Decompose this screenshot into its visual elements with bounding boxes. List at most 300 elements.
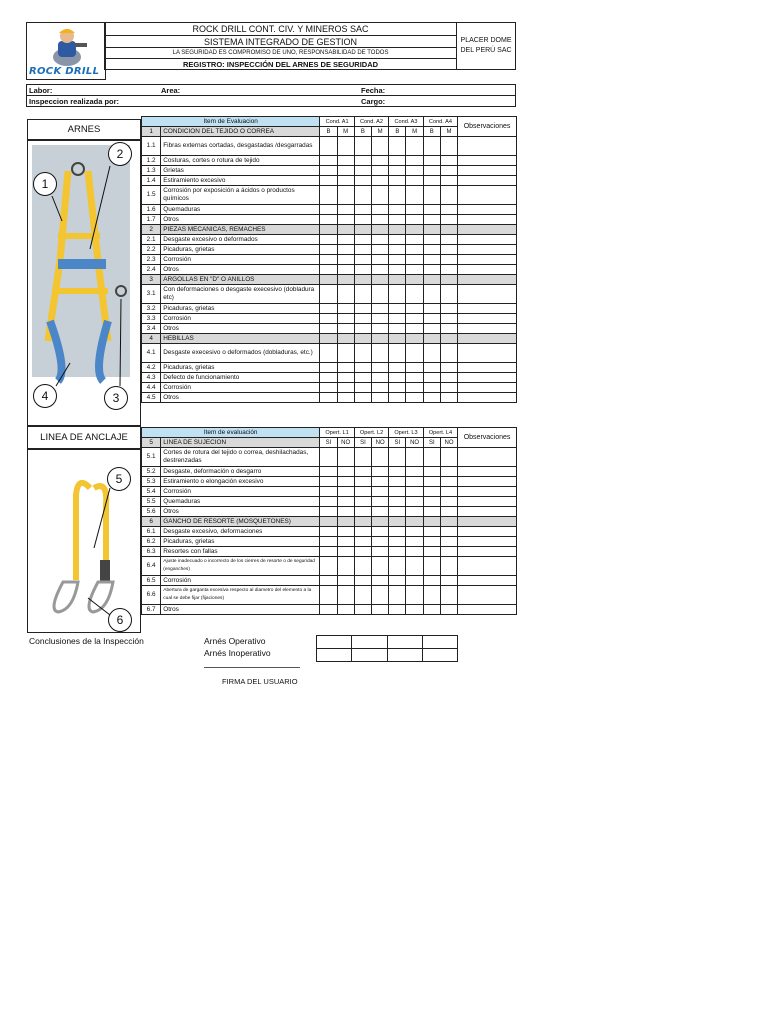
check-cell[interactable] xyxy=(354,547,371,557)
check-cell[interactable] xyxy=(440,487,457,497)
check-cell[interactable] xyxy=(337,383,354,393)
check-cell[interactable] xyxy=(406,215,423,225)
check-cell[interactable] xyxy=(406,373,423,383)
check-cell[interactable] xyxy=(337,507,354,517)
check-cell[interactable] xyxy=(320,527,337,537)
check-cell[interactable] xyxy=(440,265,457,275)
check-cell[interactable] xyxy=(372,344,389,363)
check-cell[interactable] xyxy=(406,537,423,547)
check-cell[interactable] xyxy=(337,487,354,497)
operativo-a1-box[interactable] xyxy=(317,636,352,649)
check-cell[interactable] xyxy=(440,314,457,324)
inoperativo-a1-box[interactable] xyxy=(317,649,352,662)
check-cell[interactable] xyxy=(337,215,354,225)
operativo-a4-box[interactable] xyxy=(422,636,457,649)
operativo-a2-box[interactable] xyxy=(352,636,387,649)
check-cell[interactable] xyxy=(372,605,389,615)
observation-cell[interactable] xyxy=(458,605,517,615)
check-cell[interactable] xyxy=(389,547,406,557)
observation-cell[interactable] xyxy=(458,285,517,304)
check-cell[interactable] xyxy=(440,363,457,373)
check-cell[interactable] xyxy=(406,205,423,215)
check-cell[interactable] xyxy=(337,537,354,547)
check-cell[interactable] xyxy=(372,245,389,255)
check-cell[interactable] xyxy=(320,497,337,507)
inoperativo-a4-box[interactable] xyxy=(422,649,457,662)
check-cell[interactable] xyxy=(354,205,371,215)
check-cell[interactable] xyxy=(406,605,423,615)
check-cell[interactable] xyxy=(406,176,423,186)
check-cell[interactable] xyxy=(423,255,440,265)
check-cell[interactable] xyxy=(423,304,440,314)
check-cell[interactable] xyxy=(389,344,406,363)
check-cell[interactable] xyxy=(440,557,457,576)
check-cell[interactable] xyxy=(354,576,371,586)
check-cell[interactable] xyxy=(354,137,371,156)
check-cell[interactable] xyxy=(406,576,423,586)
check-cell[interactable] xyxy=(423,245,440,255)
check-cell[interactable] xyxy=(389,314,406,324)
check-cell[interactable] xyxy=(354,586,371,605)
observation-cell[interactable] xyxy=(458,363,517,373)
check-cell[interactable] xyxy=(372,137,389,156)
check-cell[interactable] xyxy=(406,265,423,275)
check-cell[interactable] xyxy=(406,467,423,477)
check-cell[interactable] xyxy=(337,605,354,615)
check-cell[interactable] xyxy=(320,265,337,275)
check-cell[interactable] xyxy=(337,245,354,255)
check-cell[interactable] xyxy=(372,477,389,487)
observation-cell[interactable] xyxy=(458,245,517,255)
check-cell[interactable] xyxy=(406,507,423,517)
check-cell[interactable] xyxy=(372,557,389,576)
check-cell[interactable] xyxy=(337,314,354,324)
check-cell[interactable] xyxy=(337,304,354,314)
check-cell[interactable] xyxy=(423,383,440,393)
check-cell[interactable] xyxy=(337,166,354,176)
check-cell[interactable] xyxy=(406,304,423,314)
observation-cell[interactable] xyxy=(458,186,517,205)
check-cell[interactable] xyxy=(372,176,389,186)
check-cell[interactable] xyxy=(423,186,440,205)
check-cell[interactable] xyxy=(389,285,406,304)
observation-cell[interactable] xyxy=(458,383,517,393)
check-cell[interactable] xyxy=(320,215,337,225)
check-cell[interactable] xyxy=(406,245,423,255)
check-cell[interactable] xyxy=(337,265,354,275)
check-cell[interactable] xyxy=(320,285,337,304)
check-cell[interactable] xyxy=(320,137,337,156)
check-cell[interactable] xyxy=(423,176,440,186)
check-cell[interactable] xyxy=(423,393,440,403)
observation-cell[interactable] xyxy=(458,497,517,507)
check-cell[interactable] xyxy=(372,304,389,314)
observation-cell[interactable] xyxy=(458,576,517,586)
check-cell[interactable] xyxy=(354,487,371,497)
check-cell[interactable] xyxy=(389,373,406,383)
check-cell[interactable] xyxy=(389,497,406,507)
check-cell[interactable] xyxy=(320,186,337,205)
check-cell[interactable] xyxy=(406,557,423,576)
check-cell[interactable] xyxy=(440,393,457,403)
check-cell[interactable] xyxy=(389,255,406,265)
inoperativo-a2-box[interactable] xyxy=(352,649,387,662)
observation-cell[interactable] xyxy=(458,448,517,467)
observation-cell[interactable] xyxy=(458,373,517,383)
check-cell[interactable] xyxy=(337,576,354,586)
check-cell[interactable] xyxy=(354,166,371,176)
check-cell[interactable] xyxy=(354,265,371,275)
check-cell[interactable] xyxy=(337,344,354,363)
observation-cell[interactable] xyxy=(458,314,517,324)
check-cell[interactable] xyxy=(389,605,406,615)
check-cell[interactable] xyxy=(423,137,440,156)
check-cell[interactable] xyxy=(440,156,457,166)
check-cell[interactable] xyxy=(389,467,406,477)
check-cell[interactable] xyxy=(337,137,354,156)
observation-cell[interactable] xyxy=(458,507,517,517)
check-cell[interactable] xyxy=(406,393,423,403)
check-cell[interactable] xyxy=(406,285,423,304)
check-cell[interactable] xyxy=(354,467,371,477)
check-cell[interactable] xyxy=(320,255,337,265)
check-cell[interactable] xyxy=(423,166,440,176)
check-cell[interactable] xyxy=(320,393,337,403)
check-cell[interactable] xyxy=(337,527,354,537)
check-cell[interactable] xyxy=(337,448,354,467)
check-cell[interactable] xyxy=(423,497,440,507)
check-cell[interactable] xyxy=(354,304,371,314)
check-cell[interactable] xyxy=(423,156,440,166)
check-cell[interactable] xyxy=(320,235,337,245)
check-cell[interactable] xyxy=(354,363,371,373)
check-cell[interactable] xyxy=(406,487,423,497)
check-cell[interactable] xyxy=(337,586,354,605)
check-cell[interactable] xyxy=(389,215,406,225)
check-cell[interactable] xyxy=(406,448,423,467)
check-cell[interactable] xyxy=(423,373,440,383)
check-cell[interactable] xyxy=(320,373,337,383)
check-cell[interactable] xyxy=(406,255,423,265)
check-cell[interactable] xyxy=(423,507,440,517)
check-cell[interactable] xyxy=(354,285,371,304)
check-cell[interactable] xyxy=(372,383,389,393)
check-cell[interactable] xyxy=(406,497,423,507)
check-cell[interactable] xyxy=(440,448,457,467)
check-cell[interactable] xyxy=(372,186,389,205)
observation-cell[interactable] xyxy=(458,467,517,477)
check-cell[interactable] xyxy=(337,547,354,557)
check-cell[interactable] xyxy=(372,586,389,605)
check-cell[interactable] xyxy=(320,477,337,487)
check-cell[interactable] xyxy=(389,324,406,334)
check-cell[interactable] xyxy=(372,285,389,304)
check-cell[interactable] xyxy=(440,507,457,517)
inoperativo-a3-box[interactable] xyxy=(387,649,422,662)
check-cell[interactable] xyxy=(354,255,371,265)
check-cell[interactable] xyxy=(320,176,337,186)
check-cell[interactable] xyxy=(320,363,337,373)
check-cell[interactable] xyxy=(337,557,354,576)
check-cell[interactable] xyxy=(389,393,406,403)
check-cell[interactable] xyxy=(423,285,440,304)
check-cell[interactable] xyxy=(372,576,389,586)
check-cell[interactable] xyxy=(423,527,440,537)
check-cell[interactable] xyxy=(440,235,457,245)
check-cell[interactable] xyxy=(440,285,457,304)
check-cell[interactable] xyxy=(372,527,389,537)
observation-cell[interactable] xyxy=(458,393,517,403)
check-cell[interactable] xyxy=(406,156,423,166)
check-cell[interactable] xyxy=(320,557,337,576)
check-cell[interactable] xyxy=(354,383,371,393)
check-cell[interactable] xyxy=(372,235,389,245)
check-cell[interactable] xyxy=(372,448,389,467)
observation-cell[interactable] xyxy=(458,527,517,537)
check-cell[interactable] xyxy=(406,166,423,176)
check-cell[interactable] xyxy=(320,166,337,176)
observation-cell[interactable] xyxy=(458,137,517,156)
check-cell[interactable] xyxy=(440,304,457,314)
check-cell[interactable] xyxy=(440,186,457,205)
check-cell[interactable] xyxy=(372,265,389,275)
check-cell[interactable] xyxy=(423,314,440,324)
check-cell[interactable] xyxy=(354,448,371,467)
observation-cell[interactable] xyxy=(458,166,517,176)
check-cell[interactable] xyxy=(389,477,406,487)
observation-cell[interactable] xyxy=(458,487,517,497)
check-cell[interactable] xyxy=(423,215,440,225)
observation-cell[interactable] xyxy=(458,537,517,547)
check-cell[interactable] xyxy=(372,373,389,383)
check-cell[interactable] xyxy=(372,547,389,557)
check-cell[interactable] xyxy=(354,557,371,576)
check-cell[interactable] xyxy=(440,166,457,176)
check-cell[interactable] xyxy=(440,537,457,547)
check-cell[interactable] xyxy=(389,245,406,255)
check-cell[interactable] xyxy=(354,156,371,166)
check-cell[interactable] xyxy=(354,477,371,487)
check-cell[interactable] xyxy=(423,605,440,615)
check-cell[interactable] xyxy=(320,344,337,363)
check-cell[interactable] xyxy=(320,304,337,314)
check-cell[interactable] xyxy=(372,363,389,373)
check-cell[interactable] xyxy=(354,393,371,403)
check-cell[interactable] xyxy=(440,373,457,383)
observation-cell[interactable] xyxy=(458,547,517,557)
check-cell[interactable] xyxy=(372,205,389,215)
check-cell[interactable] xyxy=(337,186,354,205)
check-cell[interactable] xyxy=(406,235,423,245)
check-cell[interactable] xyxy=(440,547,457,557)
check-cell[interactable] xyxy=(440,576,457,586)
check-cell[interactable] xyxy=(354,527,371,537)
observation-cell[interactable] xyxy=(458,324,517,334)
check-cell[interactable] xyxy=(423,265,440,275)
check-cell[interactable] xyxy=(423,235,440,245)
check-cell[interactable] xyxy=(337,363,354,373)
check-cell[interactable] xyxy=(389,576,406,586)
check-cell[interactable] xyxy=(440,324,457,334)
check-cell[interactable] xyxy=(354,344,371,363)
check-cell[interactable] xyxy=(440,344,457,363)
observation-cell[interactable] xyxy=(458,205,517,215)
check-cell[interactable] xyxy=(320,487,337,497)
check-cell[interactable] xyxy=(389,265,406,275)
check-cell[interactable] xyxy=(406,363,423,373)
check-cell[interactable] xyxy=(423,344,440,363)
check-cell[interactable] xyxy=(320,537,337,547)
observation-cell[interactable] xyxy=(458,176,517,186)
check-cell[interactable] xyxy=(389,137,406,156)
check-cell[interactable] xyxy=(440,527,457,537)
check-cell[interactable] xyxy=(354,215,371,225)
check-cell[interactable] xyxy=(320,383,337,393)
check-cell[interactable] xyxy=(440,383,457,393)
check-cell[interactable] xyxy=(406,137,423,156)
check-cell[interactable] xyxy=(440,245,457,255)
check-cell[interactable] xyxy=(389,586,406,605)
check-cell[interactable] xyxy=(389,537,406,547)
check-cell[interactable] xyxy=(337,393,354,403)
check-cell[interactable] xyxy=(372,314,389,324)
check-cell[interactable] xyxy=(406,314,423,324)
check-cell[interactable] xyxy=(337,235,354,245)
check-cell[interactable] xyxy=(320,156,337,166)
check-cell[interactable] xyxy=(337,176,354,186)
check-cell[interactable] xyxy=(320,448,337,467)
check-cell[interactable] xyxy=(423,487,440,497)
observation-cell[interactable] xyxy=(458,304,517,314)
observation-cell[interactable] xyxy=(458,215,517,225)
check-cell[interactable] xyxy=(389,186,406,205)
check-cell[interactable] xyxy=(320,605,337,615)
check-cell[interactable] xyxy=(440,176,457,186)
check-cell[interactable] xyxy=(389,304,406,314)
check-cell[interactable] xyxy=(440,255,457,265)
check-cell[interactable] xyxy=(320,324,337,334)
observation-cell[interactable] xyxy=(458,275,517,285)
check-cell[interactable] xyxy=(389,156,406,166)
observation-cell[interactable] xyxy=(458,477,517,487)
observation-cell[interactable] xyxy=(458,255,517,265)
check-cell[interactable] xyxy=(440,477,457,487)
check-cell[interactable] xyxy=(406,324,423,334)
check-cell[interactable] xyxy=(440,605,457,615)
check-cell[interactable] xyxy=(320,245,337,255)
check-cell[interactable] xyxy=(440,215,457,225)
check-cell[interactable] xyxy=(372,467,389,477)
check-cell[interactable] xyxy=(337,324,354,334)
check-cell[interactable] xyxy=(406,547,423,557)
check-cell[interactable] xyxy=(337,373,354,383)
check-cell[interactable] xyxy=(337,205,354,215)
check-cell[interactable] xyxy=(372,393,389,403)
check-cell[interactable] xyxy=(337,497,354,507)
check-cell[interactable] xyxy=(389,235,406,245)
check-cell[interactable] xyxy=(320,507,337,517)
check-cell[interactable] xyxy=(440,467,457,477)
check-cell[interactable] xyxy=(354,176,371,186)
check-cell[interactable] xyxy=(423,557,440,576)
observation-cell[interactable] xyxy=(458,586,517,605)
check-cell[interactable] xyxy=(337,477,354,487)
check-cell[interactable] xyxy=(440,586,457,605)
check-cell[interactable] xyxy=(320,467,337,477)
observation-cell[interactable] xyxy=(458,557,517,576)
check-cell[interactable] xyxy=(354,245,371,255)
check-cell[interactable] xyxy=(320,547,337,557)
observation-cell[interactable] xyxy=(458,334,517,344)
check-cell[interactable] xyxy=(406,477,423,487)
observation-cell[interactable] xyxy=(458,517,517,527)
check-cell[interactable] xyxy=(337,255,354,265)
check-cell[interactable] xyxy=(354,497,371,507)
observation-cell[interactable] xyxy=(458,156,517,166)
observation-cell[interactable] xyxy=(458,265,517,275)
check-cell[interactable] xyxy=(372,507,389,517)
check-cell[interactable] xyxy=(389,166,406,176)
check-cell[interactable] xyxy=(389,448,406,467)
check-cell[interactable] xyxy=(389,383,406,393)
check-cell[interactable] xyxy=(320,205,337,215)
check-cell[interactable] xyxy=(320,576,337,586)
check-cell[interactable] xyxy=(406,586,423,605)
check-cell[interactable] xyxy=(389,176,406,186)
operativo-a3-box[interactable] xyxy=(387,636,422,649)
check-cell[interactable] xyxy=(423,547,440,557)
check-cell[interactable] xyxy=(423,205,440,215)
check-cell[interactable] xyxy=(389,363,406,373)
check-cell[interactable] xyxy=(423,586,440,605)
check-cell[interactable] xyxy=(372,487,389,497)
check-cell[interactable] xyxy=(406,527,423,537)
check-cell[interactable] xyxy=(389,507,406,517)
check-cell[interactable] xyxy=(406,344,423,363)
check-cell[interactable] xyxy=(423,324,440,334)
check-cell[interactable] xyxy=(406,186,423,205)
check-cell[interactable] xyxy=(354,605,371,615)
check-cell[interactable] xyxy=(423,576,440,586)
check-cell[interactable] xyxy=(440,497,457,507)
check-cell[interactable] xyxy=(372,537,389,547)
check-cell[interactable] xyxy=(354,314,371,324)
check-cell[interactable] xyxy=(372,255,389,265)
check-cell[interactable] xyxy=(423,363,440,373)
observation-cell[interactable] xyxy=(458,235,517,245)
check-cell[interactable] xyxy=(372,497,389,507)
check-cell[interactable] xyxy=(389,557,406,576)
check-cell[interactable] xyxy=(354,186,371,205)
observation-cell[interactable] xyxy=(458,344,517,363)
check-cell[interactable] xyxy=(354,507,371,517)
check-cell[interactable] xyxy=(389,205,406,215)
check-cell[interactable] xyxy=(372,166,389,176)
check-cell[interactable] xyxy=(423,448,440,467)
check-cell[interactable] xyxy=(440,205,457,215)
check-cell[interactable] xyxy=(372,215,389,225)
check-cell[interactable] xyxy=(320,314,337,324)
check-cell[interactable] xyxy=(354,373,371,383)
check-cell[interactable] xyxy=(337,467,354,477)
check-cell[interactable] xyxy=(337,285,354,304)
check-cell[interactable] xyxy=(406,383,423,393)
check-cell[interactable] xyxy=(372,324,389,334)
check-cell[interactable] xyxy=(320,586,337,605)
observation-cell[interactable] xyxy=(458,225,517,235)
check-cell[interactable] xyxy=(389,487,406,497)
check-cell[interactable] xyxy=(423,467,440,477)
